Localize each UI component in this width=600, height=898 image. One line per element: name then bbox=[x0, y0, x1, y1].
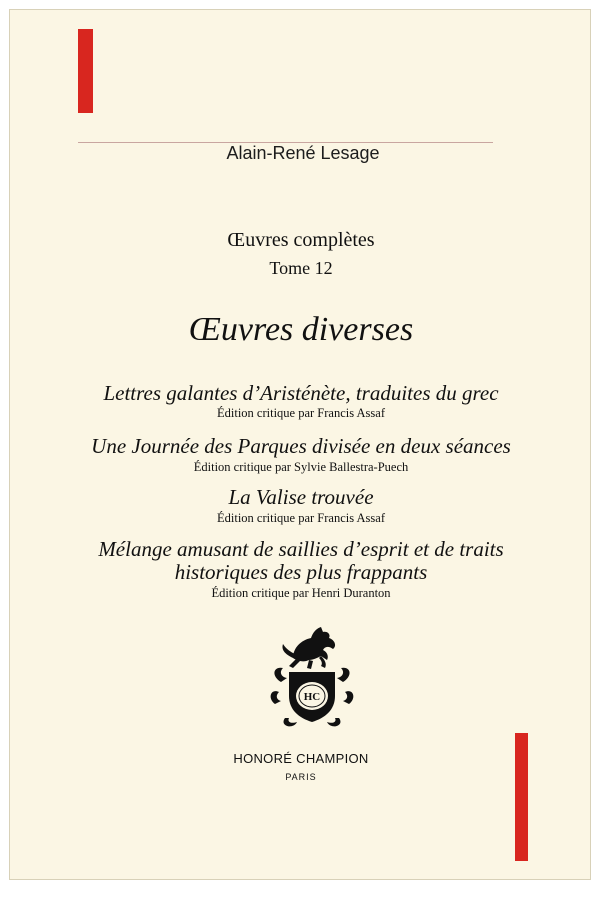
work-title-1: Lettres galantes d’Aristénète, traduites du grec bbox=[103, 381, 499, 405]
red-accent-bar-top bbox=[78, 29, 93, 113]
publisher-city: PARIS bbox=[285, 772, 317, 782]
work-editor-4: Édition critique par Henri Duranton bbox=[211, 586, 391, 600]
author-name: Alain-René Lesage bbox=[226, 143, 380, 163]
work-editor-3: Édition critique par Francis Assaf bbox=[216, 511, 386, 525]
series-title: Œuvres complètes bbox=[227, 229, 375, 251]
horse-seal-icon bbox=[263, 622, 361, 732]
logo-monogram: HC bbox=[303, 691, 321, 703]
publisher-name: HONORÉ CHAMPION bbox=[233, 751, 369, 766]
work-title-2: Une Journée des Parques divisée en deux séances bbox=[91, 434, 511, 458]
work-editor-1: Édition critique par Francis Assaf bbox=[216, 406, 386, 420]
work-title-4 bbox=[10, 538, 591, 584]
book-title: Œuvres diverses bbox=[188, 311, 414, 348]
work-editor-2: Édition critique par Sylvie Ballestra-Puech bbox=[193, 460, 409, 474]
work-title-4-line-1: Mélange amusant de saillies d’esprit et de traits bbox=[98, 537, 504, 561]
tome-number: Tome 12 bbox=[269, 258, 333, 278]
work-title-3: La Valise trouvée bbox=[228, 485, 374, 509]
book-cover bbox=[9, 9, 591, 880]
red-accent-bar-bottom bbox=[515, 733, 528, 861]
work-title-4-line-2: historiques des plus frappants bbox=[174, 560, 428, 584]
